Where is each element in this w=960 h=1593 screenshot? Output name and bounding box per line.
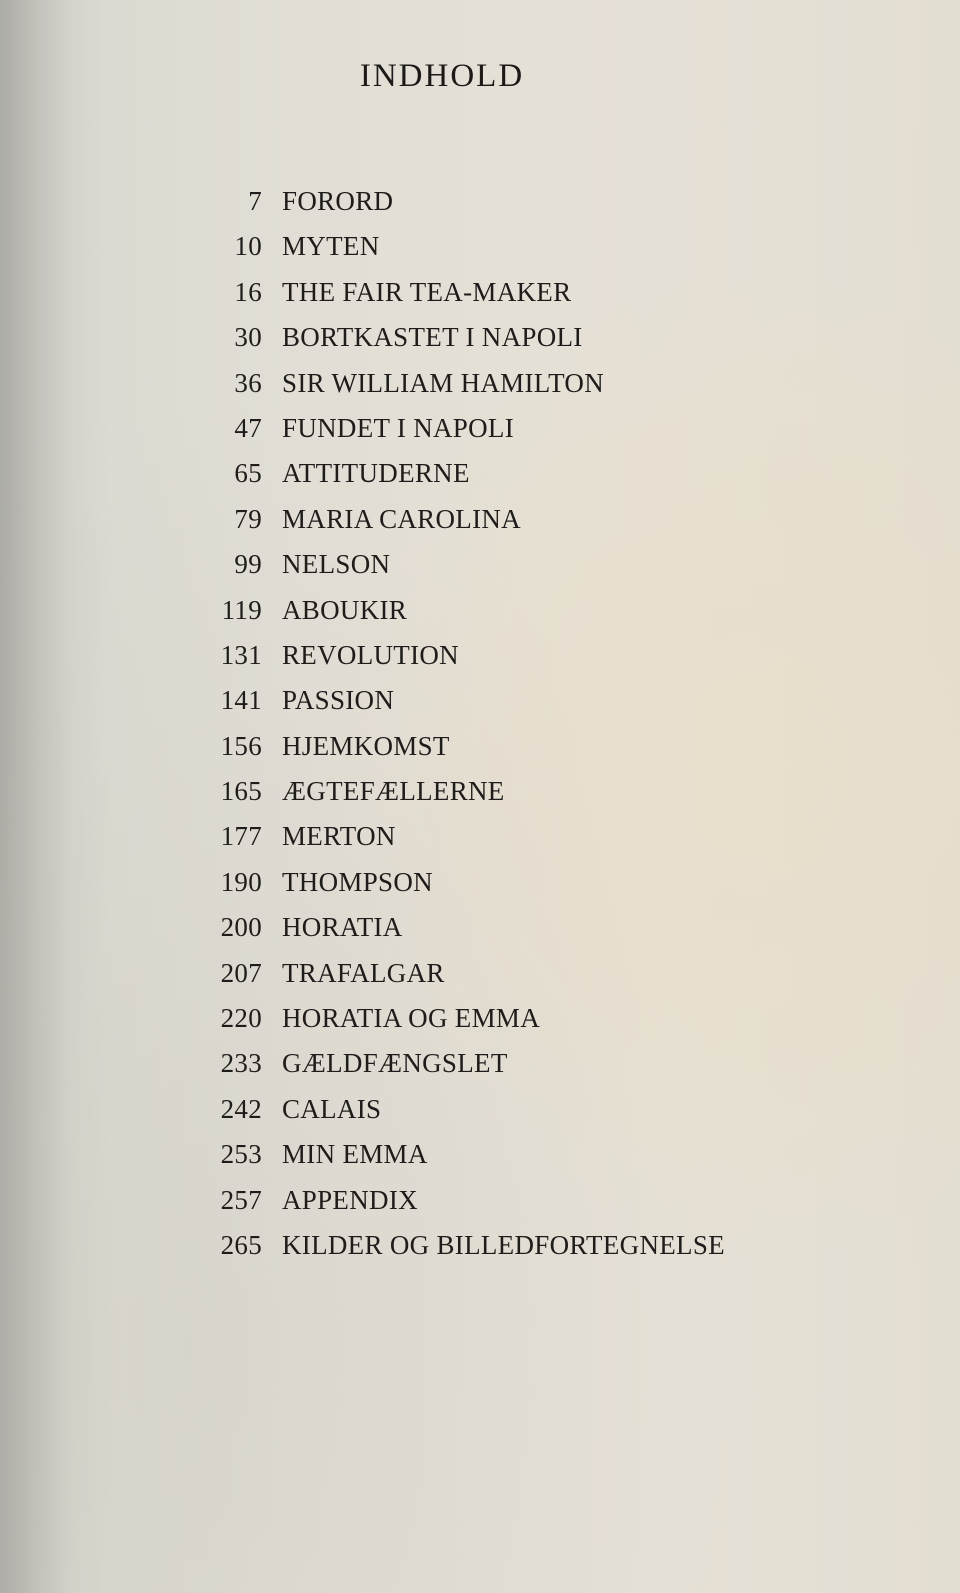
toc-chapter-title: APPENDIX: [282, 1184, 418, 1215]
toc-entry: [150, 186, 850, 231]
toc-page-number: 36: [234, 367, 262, 398]
toc-chapter-title: REVOLUTION: [282, 639, 459, 670]
toc-page-number: 165: [220, 776, 262, 807]
toc-entry: [150, 549, 850, 594]
toc-entry: [150, 277, 850, 322]
toc-entry: [150, 368, 850, 413]
toc-page-number: 7: [248, 186, 262, 216]
toc-entry: [150, 231, 850, 276]
toc-entry: [150, 504, 850, 549]
toc-page-number: 253: [220, 1139, 262, 1170]
toc-page-number: 220: [220, 1003, 262, 1034]
toc-page-number: 65: [234, 458, 262, 489]
toc-chapter-title: THOMPSON: [282, 866, 433, 897]
toc-page-number: 30: [234, 322, 262, 353]
toc-page-number: 47: [234, 412, 262, 443]
toc-chapter-title: FORORD: [282, 186, 394, 216]
toc-chapter-title: MYTEN: [282, 231, 380, 262]
toc-page-number: 207: [220, 957, 262, 988]
toc-page-number: 156: [220, 730, 262, 761]
toc-page-number: 119: [221, 594, 262, 625]
toc-page-number: 10: [234, 231, 262, 262]
toc-chapter-title: GÆLDFÆNGSLET: [282, 1048, 508, 1079]
toc-chapter-title: KILDER OG BILLEDFORTEGNELSE: [282, 1229, 725, 1260]
toc-page-number: 242: [220, 1093, 262, 1124]
toc-entry: [150, 1048, 850, 1093]
toc-entry: [150, 1185, 850, 1230]
toc-chapter-title: MARIA CAROLINA: [282, 503, 521, 534]
toc-chapter-title: HORATIA OG EMMA: [282, 1003, 541, 1034]
toc-entry: [150, 821, 850, 866]
toc-entry: [150, 1003, 850, 1048]
toc-chapter-title: ÆGTEFÆLLERNE: [282, 776, 505, 807]
toc-chapter-title: ATTITUDERNE: [282, 458, 470, 489]
toc-entry: [150, 595, 850, 640]
toc-page-number: 16: [234, 276, 262, 307]
toc-page-number: 233: [220, 1048, 262, 1079]
toc-entry: [150, 867, 850, 912]
toc-entry: [150, 912, 850, 957]
toc-list: [150, 186, 850, 1275]
toc-entry: [150, 1139, 850, 1184]
toc-page-number: 257: [220, 1184, 262, 1215]
toc-entry: [150, 958, 850, 1003]
toc-chapter-title: HJEMKOMST: [282, 730, 450, 761]
toc-entry: [150, 776, 850, 821]
toc-chapter-title: NELSON: [282, 549, 391, 580]
toc-chapter-title: THE FAIR TEA-MAKER: [282, 276, 572, 307]
toc-entry: [150, 685, 850, 730]
toc-chapter-title: MERTON: [282, 821, 396, 852]
toc-entry: [150, 731, 850, 776]
toc-entry: [150, 322, 850, 367]
toc-page-number: 131: [220, 639, 262, 670]
toc-chapter-title: CALAIS: [282, 1093, 382, 1124]
toc-entry: [150, 1094, 850, 1139]
toc-page-number: 177: [220, 821, 262, 852]
toc-chapter-title: SIR WILLIAM HAMILTON: [282, 367, 604, 398]
toc-chapter-title: HORATIA: [282, 912, 403, 943]
toc-page-number: 99: [234, 549, 262, 580]
toc-chapter-title: TRAFALGAR: [282, 957, 445, 988]
toc-chapter-title: PASSION: [282, 685, 395, 716]
toc-entry: [150, 1230, 850, 1275]
toc-chapter-title: FUNDET I NAPOLI: [282, 412, 514, 443]
toc-page-number: 79: [234, 503, 262, 534]
toc-chapter-title: BORTKASTET I NAPOLI: [282, 322, 583, 353]
toc-page-number: 265: [220, 1229, 262, 1260]
toc-page-number: 190: [220, 866, 262, 897]
toc-entry: [150, 640, 850, 685]
toc-entry: [150, 413, 850, 458]
toc-entry: [150, 458, 850, 503]
toc-chapter-title: MIN EMMA: [282, 1139, 428, 1170]
toc-heading: INDHOLD: [359, 58, 525, 94]
toc-page-number: 141: [220, 685, 262, 716]
toc-chapter-title: ABOUKIR: [282, 594, 408, 625]
toc-page-number: 200: [220, 912, 262, 943]
